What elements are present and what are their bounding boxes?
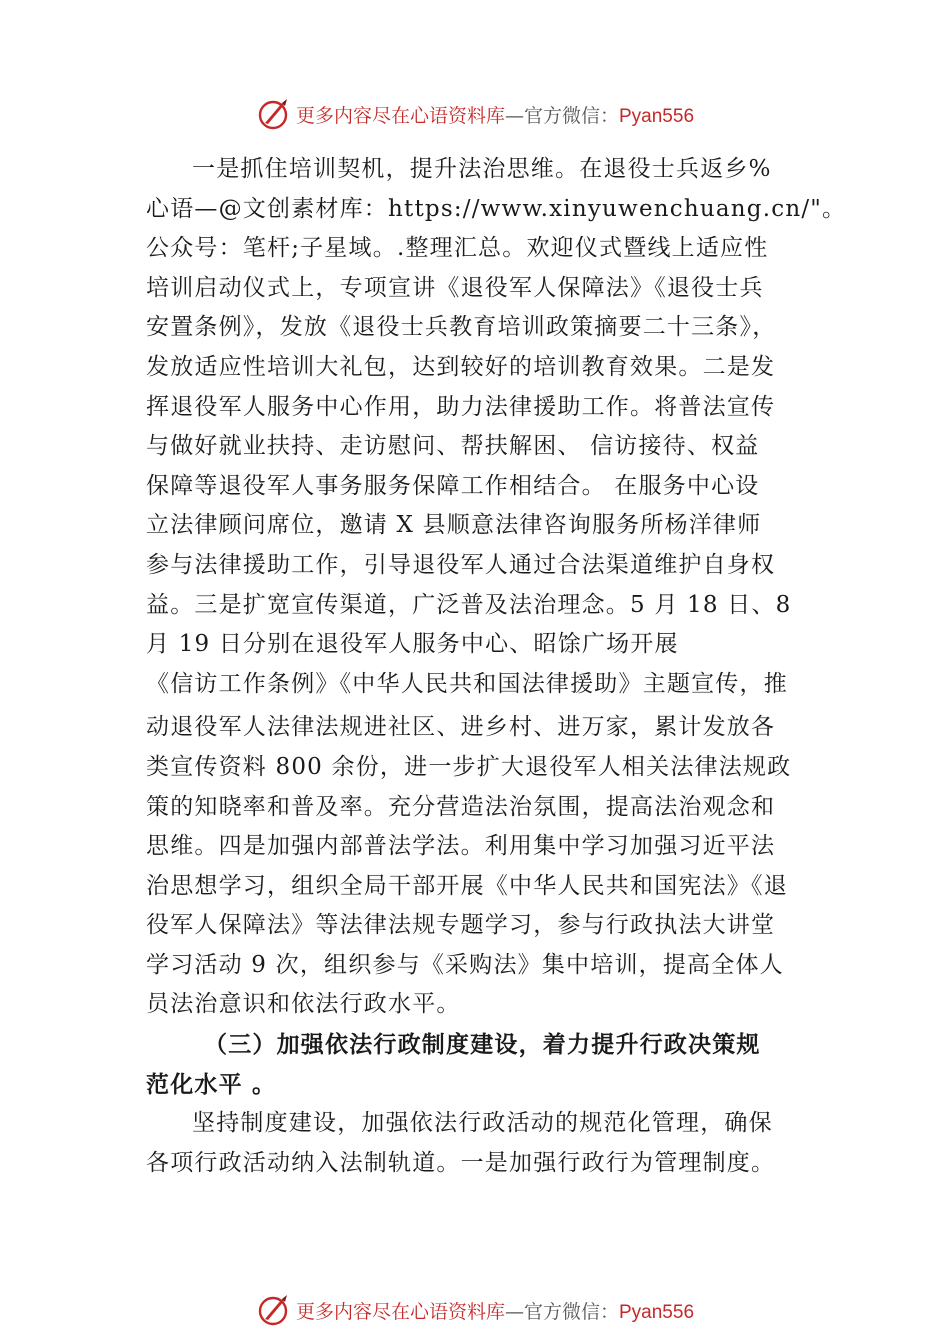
body-line: 保障等退役军人事务服务保障工作相结合。 在服务中心设 [146,472,760,499]
quill-seal-icon [256,1293,290,1327]
section-heading-continued: 范化水平 。 [146,1070,277,1098]
body-line: 心语—@文创素材库：https://www.xinyuwenchuang.cn/"。 [146,195,847,222]
header-banner-text: 更多内容尽在心语资料库—官方微信：Pyan556 [295,104,695,127]
header-banner [0,94,950,134]
body-line: 员法治意识和依法行政水平。 [146,991,461,1018]
body-line: 役军人保障法》等法律法规专题学习，参与行政执法大讲堂 [146,912,776,939]
body-line: 发放适应性培训大礼包，达到较好的培训教育效果。二是发 [146,353,776,380]
body-line: 类宣传资料 800 余份，进一步扩大退役军人相关法律法规政 [146,753,792,780]
body-line: 动退役军人法律法规进社区、进乡村、进万家，累计发放各 [146,714,776,741]
footer-banner-text: 更多内容尽在心语资料库—官方微信：Pyan556 [295,1300,695,1323]
body-line: 策的知晓率和普及率。充分营造法治氛围，提高法治观念和 [146,793,776,820]
body-line: 立法律顾问席位，邀请 X 县顺意法律咨询服务所杨洋律师 [146,512,762,539]
section-heading: （三）加强依法行政制度建设，着力提升行政决策规 [204,1031,761,1059]
body-line: 各项行政活动纳入法制轨道。一是加强行政行为管理制度。 [146,1149,776,1176]
body-line: 坚持制度建设，加强依法行政活动的规范化管理，确保 [192,1110,773,1137]
body-line: 公众号：笔杆;子星域。.整理汇总。欢迎仪式暨线上适应性 [146,235,769,262]
body-line: 学习活动 9 次，组织参与《采购法》集中培训，提高全体人 [146,951,784,978]
footer-banner [0,1290,950,1330]
body-line: 安置条例》，发放《退役士兵教育培训政策摘要二十三条》， [146,314,777,341]
body-line: 月 19 日分别在退役军人服务中心、昭馀广场开展 [146,631,679,658]
quill-seal-icon [256,97,290,131]
body-line: 《信访工作条例》《中华人民共和国法律援助》主题宣传，推 [146,670,788,697]
document-body [146,150,847,1183]
body-line: 参与法律援助工作，引导退役军人通过合法渠道维护自身权 [146,551,776,578]
body-line: 益。三是扩宽宣传渠道，广泛普及法治理念。5 月 18 日、8 [146,591,792,618]
body-line: 一是抓住培训契机，提升法治思维。在退役士兵返乡% [192,156,772,182]
body-line: 培训启动仪式上，专项宣讲《退役军人保障法》《退役士兵 [146,274,764,301]
body-line: 挥退役军人服务中心作用，助力法律援助工作。将普法宣传 [146,393,776,420]
body-line: 治思想学习，组织全局干部开展《中华人民共和国宪法》《退 [146,872,788,899]
body-line: 与做好就业扶持、走访慰问、帮扶解困、 信访接待、权益 [146,433,760,460]
body-line: 思维。四是加强内部普法学法。利用集中学习加强习近平法 [146,833,776,860]
